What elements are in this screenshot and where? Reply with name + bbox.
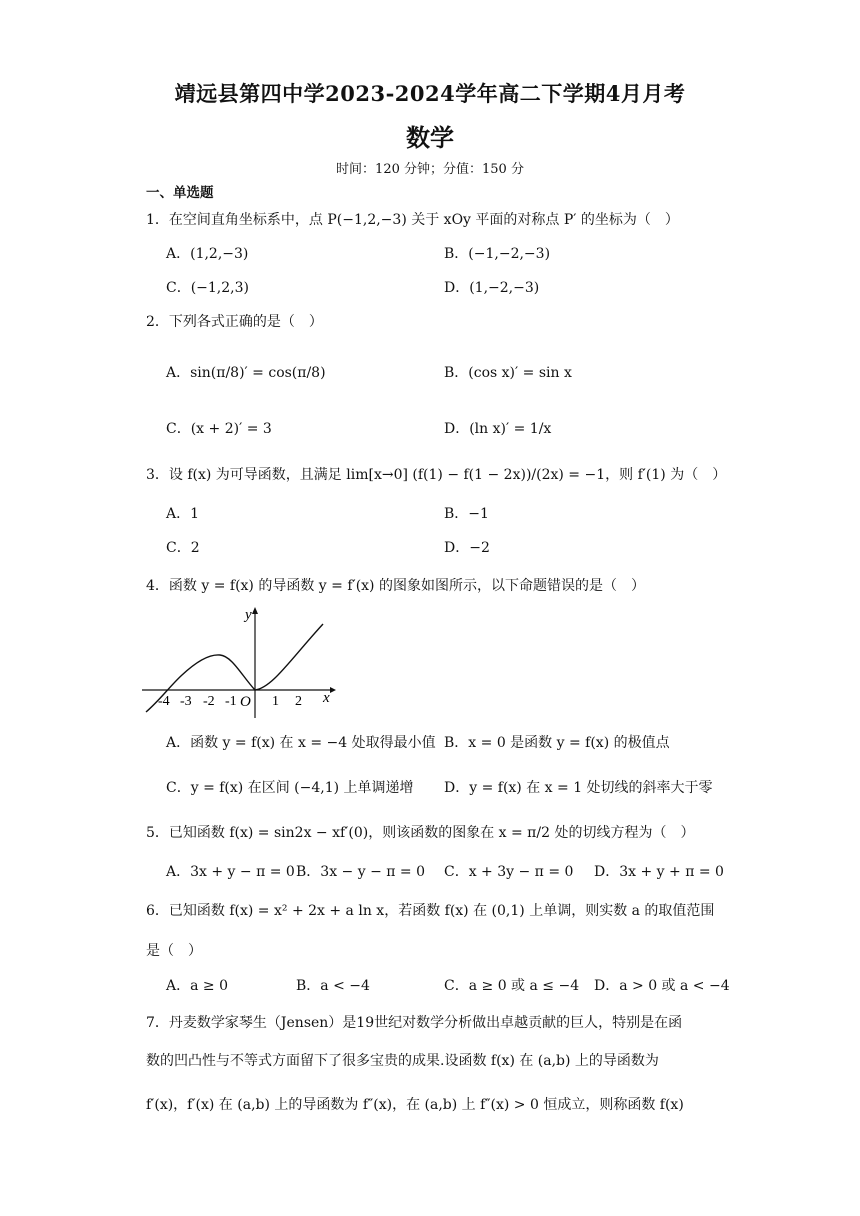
y-axis-label: y	[245, 607, 252, 623]
q3-option-c: C．2	[166, 540, 200, 556]
q4-option-c: C．y = f(x) 在区间 (−4,1) 上单调递增	[166, 780, 414, 796]
q1-option-a: A．(1,2,−3)	[166, 246, 249, 262]
q5-option-b: B．3x − y − π = 0	[296, 864, 426, 880]
section-heading: 一、单选题	[146, 185, 214, 201]
q4-option-d: D．y = f(x) 在 x = 1 处切线的斜率大于零	[444, 780, 713, 796]
q5-option-a: A．3x + y − π = 0	[166, 864, 295, 880]
q1-option-b: B．(−1,−2,−3)	[444, 246, 551, 262]
x-tick-minus-3: -3	[180, 694, 192, 709]
question-3-stem: 3．设 f(x) 为可导函数，且满足 lim[x→0] (f(1) − f(1 − 2x))/(2x) = −1，则 f′(1) 为（ ）	[146, 467, 727, 483]
question-7-line-3: f′(x)，f′(x) 在 (a,b) 上的导函数为 f″(x)，在 (a,b) 上 f″(x) > 0 恒成立，则称函数 f(x)	[146, 1097, 684, 1113]
x-tick-1: 1	[272, 694, 279, 709]
question-7-line-1: 7．丹麦数学家琴生（Jensen）是19世纪对数学分析做出卓越贡献的巨人，特别是在函	[146, 1015, 683, 1031]
q6-option-c: C．a ≥ 0 或 a ≤ −4	[444, 978, 580, 994]
exam-title: 靖远县第四中学2023-2024学年高二下学期4月月考	[174, 81, 686, 106]
question-4-stem: 4．函数 y = f(x) 的导函数 y = f′(x) 的图象如图所示，以下命题错误的是（ ）	[146, 578, 645, 594]
q4-option-a: A．函数 y = f(x) 在 x = −4 处取得最小值	[166, 735, 436, 751]
q1-option-c: C．(−1,2,3)	[166, 280, 249, 296]
x-tick-minus-2: -2	[203, 694, 215, 709]
q5-option-c: C．x + 3y − π = 0	[444, 864, 574, 880]
x-axis-label: x	[323, 690, 330, 706]
q2-option-a: A．sin(π/8)′ = cos(π/8)	[166, 365, 326, 381]
x-tick-minus-4: -4	[158, 694, 170, 709]
q4-option-b: B．x = 0 是函数 y = f(x) 的极值点	[444, 735, 670, 751]
q2-option-d: D．(ln x)′ = 1/x	[444, 421, 552, 437]
q3-option-d: D．−2	[444, 540, 490, 556]
question-6-stem-line-2: 是（ ）	[146, 943, 202, 959]
question-7-line-2: 数的凹凸性与不等式方面留下了很多宝贵的成果.设函数 f(x) 在 (a,b) 上的导函数为	[146, 1053, 659, 1069]
q6-option-a: A．a ≥ 0	[166, 978, 228, 994]
question-6-stem-line-1: 6．已知函数 f(x) = x² + 2x + a ln x，若函数 f(x) 在 (0,1) 上单调，则实数 a 的取值范围	[146, 903, 715, 919]
x-axis-arrow	[330, 687, 336, 693]
origin-label: O	[240, 694, 251, 710]
q3-option-a: A．1	[166, 506, 200, 522]
y-axis-arrow	[252, 607, 258, 614]
q1-option-d: D．(1,−2,−3)	[444, 280, 540, 296]
q6-option-b: B．a < −4	[296, 978, 370, 994]
subject-title: 数学	[406, 123, 454, 152]
derivative-graph	[140, 600, 340, 720]
q2-option-c: C．(x + 2)′ = 3	[166, 421, 272, 437]
question-2-stem: 2．下列各式正确的是（ ）	[146, 314, 323, 330]
q2-option-b: B．(cos x)′ = sin x	[444, 365, 572, 381]
question-1-stem: 1．在空间直角坐标系中，点 P(−1,2,−3) 关于 xOy 平面的对称点 P′ 的坐标为（ ）	[146, 212, 679, 228]
q3-option-b: B．−1	[444, 506, 489, 522]
question-5-stem: 5．已知函数 f(x) = sin2x − xf′(0)，则该函数的图象在 x = π/2 处的切线方程为（ ）	[146, 825, 695, 841]
exam-meta: 时间：120 分钟；分值：150 分	[336, 162, 524, 177]
q6-option-d: D．a > 0 或 a < −4	[594, 978, 730, 994]
x-tick-2: 2	[295, 694, 302, 709]
q5-option-d: D．3x + y + π = 0	[594, 864, 724, 880]
x-tick-minus-1: -1	[225, 694, 237, 709]
